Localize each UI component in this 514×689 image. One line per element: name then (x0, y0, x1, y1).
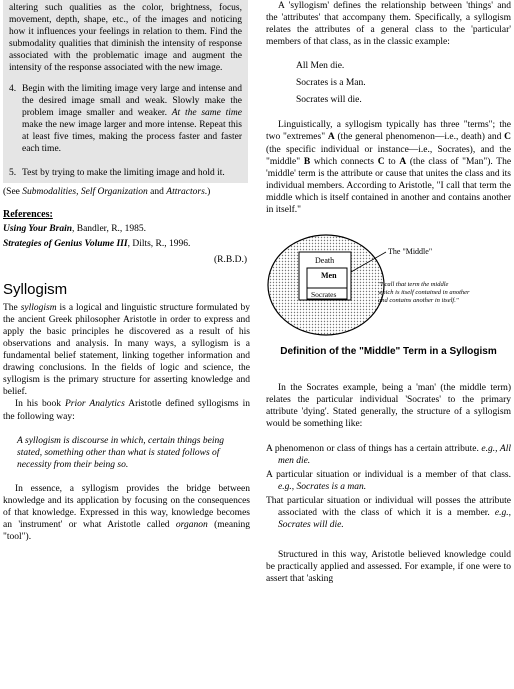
terms-e: (the class of "Man"). The 'middle' term is the attribute or cause that unites the class and its individual members. According to Aristotle, "I call that term the middle which is itself contained in another and contains another in itself." (266, 156, 512, 216)
reference-rest: , Bandler, R., 1985. (72, 224, 147, 235)
step-4 (9, 83, 242, 156)
terms-to: to (388, 156, 396, 167)
book-b: Aristotle defined syllogisms in the following way: (3, 399, 251, 422)
step-emphasis: At the same time (171, 107, 243, 118)
terms-b: (the general phenomenon—i.e., death) and (337, 132, 502, 143)
list-item-text: A particular situation or individual is a member of that class. (266, 469, 511, 480)
terms-a: Linguistically, a syllogism typically has three "terms"; the two "extremes" (266, 120, 511, 143)
list-item-example: e.g., Socrates will die. (278, 507, 512, 531)
list-item-text: A phenomenon or class of things has a certain attribute. (266, 443, 479, 454)
structure-list (266, 443, 511, 532)
list-item (266, 443, 511, 467)
step-number: 5. (9, 168, 17, 179)
step-text-a: Begin with the limiting image very large and intense and the desired image small and weak. Slowly make the problem image smaller and weaker. (22, 83, 242, 118)
middle-quote-line: and contains another in itself." (378, 297, 459, 305)
term-a: A (327, 132, 335, 143)
definition-paragraph: A 'syllogism' defines the relationship between 'things' and the 'attributes' that accompany them. Specifically, a syllogism relates the attributes of a general class to the 'particular' members of that class, as in the classic example: (266, 1, 511, 48)
middle-quote-line: "I call that term the middle (378, 281, 449, 289)
step-text: Test by trying to make the limiting image and hold it. (22, 168, 225, 179)
reference-title: Strategies of Genius Volume III (3, 238, 128, 249)
diagram-svg (266, 230, 511, 340)
death-label: Death (315, 256, 335, 266)
step-text (22, 83, 242, 156)
step-5 (9, 167, 242, 179)
reference-item (3, 238, 250, 250)
list-item-example: e.g., All men die. (278, 443, 511, 466)
middle-quote (378, 281, 471, 304)
classic-example (296, 58, 511, 109)
intro-emphasis: syllogism (20, 302, 57, 313)
book-title: Prior Analytics (65, 399, 125, 410)
see-links: Submodalities, Self Organization (22, 187, 148, 198)
terms-c: (the specific individual or instance—i.e., Socrates), and the "middle" (266, 144, 511, 167)
aristotle-quote: A syllogism is discourse in which, certain things being stated, something other than what is stated follows of necessity from their being so. (17, 435, 224, 470)
list-item (266, 495, 511, 531)
reference-title: Using Your Brain (3, 224, 72, 235)
see-prefix: (See (3, 187, 20, 198)
essence-a: In essence, a syllogism provides the bridge between knowledge and its application by focusing on the consequences of that knowledge. Expressed in this way, knowledge becomes an 'instrument' or what Aristotle called (3, 483, 250, 531)
list-item-example: e.g., Socrates is a man. (278, 481, 367, 492)
reference-item (3, 223, 250, 235)
list-item (266, 469, 511, 493)
intro-b: is a logical and linguistic structure formulated by the ancient Greek philosopher Aristotle in order to express and apply the basic principles he discovered as a result of his observations and analysis. In many ways, a syllogism is a fundamental belief statement, linking together information and drawing conclusions. In the fields of logic and science, the syllogism is the primary structure for asserting knowledge and belief. (3, 302, 250, 398)
term-a: A (399, 156, 407, 167)
example-line: All Men die. (296, 61, 345, 72)
step-number: 4. (9, 83, 17, 94)
section-heading: Syllogism (3, 280, 68, 298)
right-column (266, 0, 511, 585)
term-b: B (303, 156, 311, 167)
middle-label: The "Middle" (388, 247, 433, 257)
left-column (3, 0, 250, 543)
reference-rest: , Dilts, R., 1996. (127, 238, 191, 249)
figure-caption: Definition of the "Middle" Term in a Syllogism (280, 346, 497, 358)
example-line: Socrates will die. (296, 95, 362, 106)
see-and: and (150, 187, 164, 198)
essence-b: (meaning "tool"). (3, 520, 251, 543)
step-text-b: make the new image larger and more intense. Repeat this at least five times, making the process faster and faster each time. (22, 119, 242, 155)
see-suffix: .) (204, 187, 211, 198)
terms-d: which connects (313, 156, 374, 167)
essence-paragraph (3, 483, 250, 543)
references-heading: References: (3, 209, 53, 221)
middle-quote-line: which is itself contained in another (378, 289, 470, 297)
book-a: In his book (15, 399, 61, 410)
essence-emphasis: organon (175, 520, 208, 531)
terms-paragraph (266, 119, 511, 216)
example-line: Socrates is a Man. (296, 78, 366, 89)
socrates-paragraph: In the Socrates example, being a 'man' (the middle term) relates the particular individual 'Socrates' to the primary attribute 'dying'. Stated generally, the structure of a syllogism would be something like: (266, 383, 511, 430)
term-c: C (377, 156, 385, 167)
see-last: Attractors (166, 187, 205, 198)
socrates-label: Socrates (311, 290, 337, 300)
intro-paragraph (3, 302, 250, 399)
men-label: Men (321, 271, 337, 281)
list-item-text: That particular situation or individual will posses the attribute associated with the class of which it is a member. (266, 495, 511, 518)
exercise-box (3, 0, 248, 183)
book-paragraph (3, 398, 250, 422)
author-initials: (R.B.D.) (214, 254, 247, 265)
application-paragraph: Structured in this way, Aristotle believed knowledge could be practically applied and assessed. For example, if one were to assert that 'asking (266, 550, 511, 585)
middle-term-diagram (266, 230, 511, 340)
intro-a: The (3, 302, 18, 313)
term-c: C (504, 132, 512, 143)
box-paragraph: altering such qualities as the color, brightness, focus, movement, depth, shape, etc., of the images and noticing how it influences your feelings in relation to them. Find the submodality qualities that diminish the intensity of response associated with the problematic image and augment the intensity of the response associated with the new image. (9, 3, 242, 74)
see-also (3, 186, 250, 198)
